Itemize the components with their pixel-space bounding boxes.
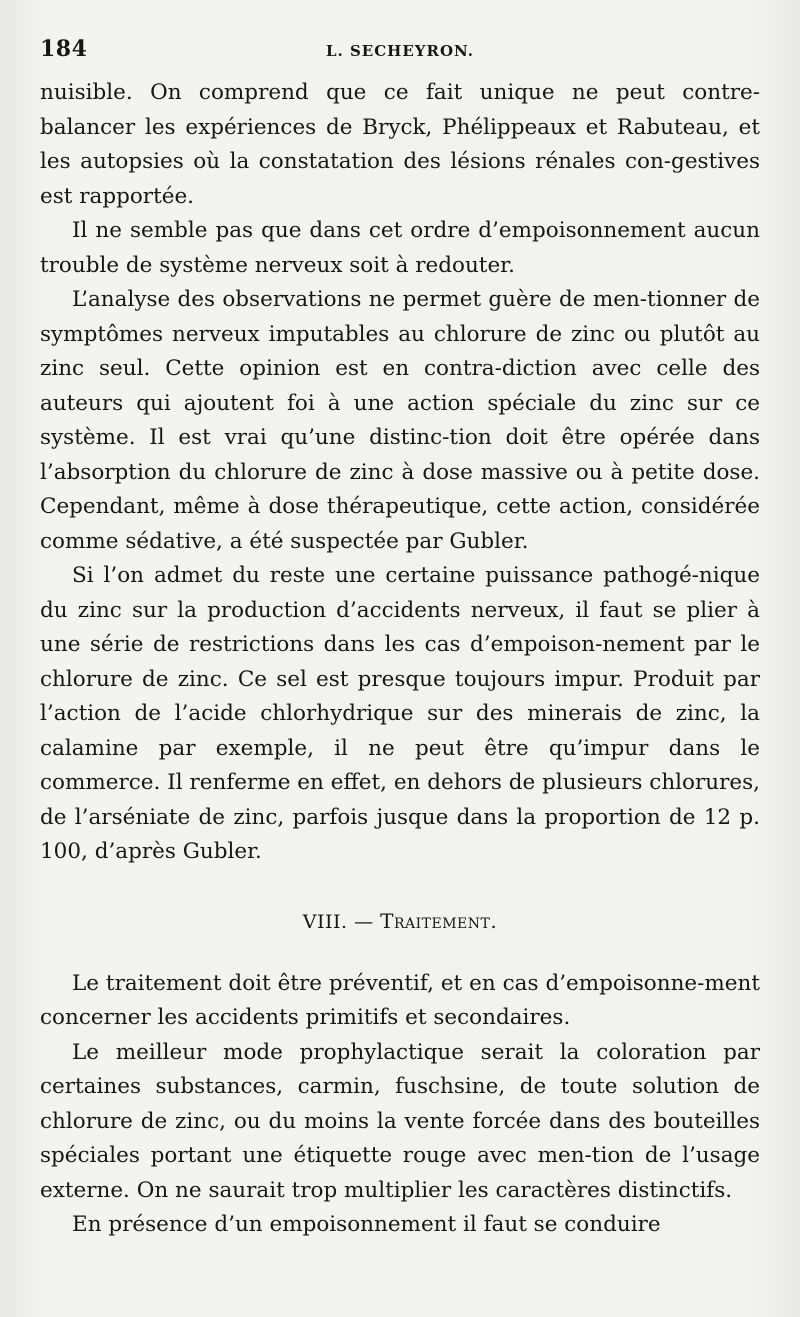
running-head: L. SECHEYRON.: [325, 42, 474, 60]
section-number: VIII. —: [302, 910, 374, 933]
section-heading: [40, 904, 760, 939]
page-number: 184: [40, 36, 88, 62]
paragraph: Il ne semble pas que dans cet ordre d’empoisonnement aucun trouble de système nerveux soit à redouter.: [40, 218, 760, 278]
page-header: [40, 36, 760, 66]
paragraph: En présence d’un empoisonnement il faut se conduire: [72, 1212, 661, 1237]
section-title: Traitement.: [380, 908, 498, 933]
body-text-after: [40, 967, 760, 1243]
paragraph: L’analyse des observations ne permet guère de men-tionner de symptômes nerveux imputables au chlorure de zinc ou plutôt au zinc seul. Cette opinion est en contra-diction avec celle des auteurs qui ajoutent foi à une action spéciale du zinc sur ce système. Il est vrai qu’une distinc-tion doit être opérée dans l’absorption du chlorure de zinc à dose massive ou à petite dose. Cependant, même à dose thérapeutique, cette action, considérée comme sédative, a été suspectée par Gubler.: [40, 287, 760, 554]
paragraph: Si l’on admet du reste une certaine puissance pathogé-nique du zinc sur la production d’accidents nerveux, il faut se plier à une série de restrictions dans les cas d’empoison-nement par le chlorure de zinc. Ce sel est presque toujours impur. Produit par l’action de l’acide chlorhydrique sur des minerais de zinc, la calamine par exemple, il ne peut être qu’impur dans le commerce. Il renferme en effet, en dehors de plusieurs chlorures, de l’arséniate de zinc, parfois jusque dans la proportion de 12 p. 100, d’après Gubler.: [40, 563, 760, 864]
body-text-before: [40, 76, 760, 870]
paragraph: Le meilleur mode prophylactique serait la coloration par certaines substances, carmin, fuschsine, de toute solution de chlorure de zinc, ou du moins la vente forcée dans des bouteilles spéciales portant une étiquette rouge avec men-tion de l’usage externe. On ne saurait trop multiplier les caractères distinctifs.: [40, 1039, 760, 1203]
paragraph: Le traitement doit être préventif, et en cas d’empoisonne-ment concerner les accidents primitifs et secondaires.: [40, 970, 760, 1030]
paragraph: nuisible. On comprend que ce fait unique ne peut contre-balancer les expériences de Bryck, Phélippeaux et Rabuteau, et les autopsies où la constatation des lésions rénales con-gestives est rapportée.: [40, 80, 760, 209]
